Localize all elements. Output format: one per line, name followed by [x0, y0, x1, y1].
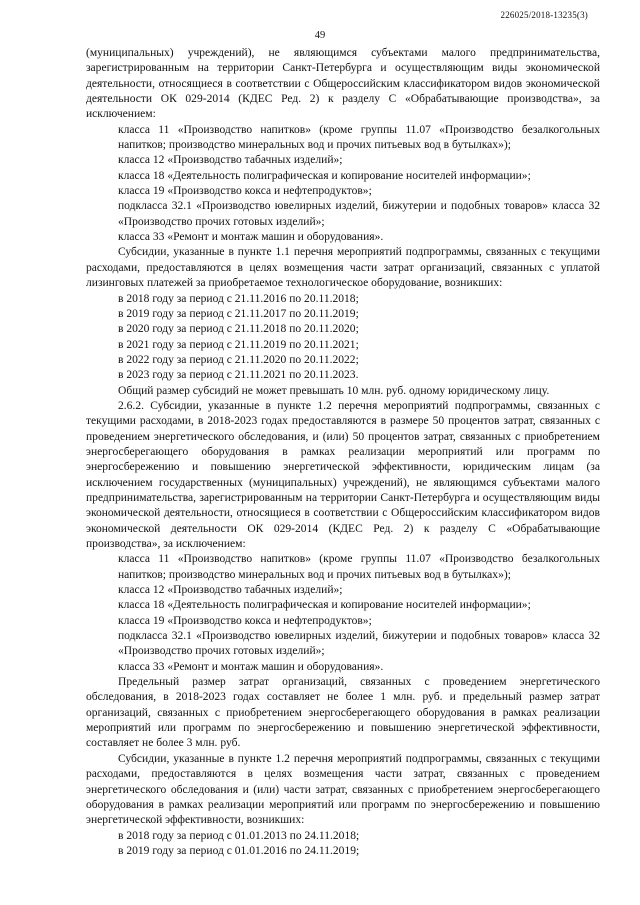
exclusion-item: класса 18 «Деятельность полиграфическая и копирование носителей информации»; — [118, 169, 531, 182]
exclusion-item: класса 33 «Ремонт и монтаж машин и оборудования». — [118, 231, 384, 244]
period-item: в 2019 году за период с 21.11.2017 по 20.11.2019; — [118, 307, 359, 320]
exclusion-item: класса 11 «Производство напитков» (кроме группы 11.07 «Производство безалкогольных напитков; производство минеральных вод и прочих питьевых вод в бутылках»); — [118, 553, 600, 581]
exclusion-item: класса 18 «Деятельность полиграфическая и копирование носителей информации»; — [118, 599, 531, 612]
exclusion-item: класса 19 «Производство кокса и нефтепродуктов»; — [118, 614, 372, 627]
page-number: 49 — [314, 30, 326, 41]
exclusion-item: класса 12 «Производство табачных изделий»; — [118, 154, 343, 167]
paragraph: Общий размер субсидий не может превышать 10 млн. руб. одному юридическому лицу. — [118, 384, 550, 397]
period-item: в 2018 году за период с 21.11.2016 по 20.11.2018; — [118, 292, 359, 305]
exclusion-item: класса 33 «Ремонт и монтаж машин и оборудования». — [118, 660, 384, 673]
exclusion-item: подкласса 32.1 «Производство ювелирных изделий, бижутерии и подобных товаров» класса 32 «Производство прочих готовых изделий»; — [118, 630, 600, 658]
section-2-6-2: 2.6.2. Субсидии, указанные в пункте 1.2 перечня мероприятий подпрограммы, связанных с текущими расходами, в 2018-2023 годах предоставляются в размере 50 процентов затрат, связанных с проведением энергетического обследования, и (или) 50 процентов затрат, связанных с приобретением энергосберегающего оборудования в рамках реализации мероприятий или программ по энергосбережению и повышению энергетической эффективности, юридическим лицам (за исключением государственных (муниципальных) учреждений), не являющимся субъектами малого предпринимательства, зарегистрированным на территории Санкт-Петербурга и осуществляющим виды экономической деятельности, относящиеся в соответствии с Общероссийским классификатором видов экономической деятельности ОК 029-2014 (КДЕС Ред. 2) к разделу С «Обрабатывающие производства», за исключением: — [86, 399, 600, 550]
exclusion-item: класса 19 «Производство кокса и нефтепродуктов»; — [118, 185, 372, 198]
exclusion-item: класса 12 «Производство табачных изделий»; — [118, 584, 343, 597]
paragraph: Субсидии, указанные в пункте 1.1 перечня мероприятий подпрограммы, связанных с текущими расходами, предоставляются в целях возмещения части затрат организаций, связанных с уплатой лизинговых платежей за приобретаемое технологическое оборудование, возникших: — [86, 246, 600, 290]
paragraph: Субсидии, указанные в пункте 1.2 перечня мероприятий подпрограммы, связанных с текущими расходами, предоставляются в целях возмещения части затрат, связанных с проведением энергетического обследования и (или) части затрат, связанных с приобретением энергосберегающего оборудования в рамках реализации мероприятий или программ по энергосбережению и повышению энергетической эффективности, возникших: — [86, 752, 600, 827]
period-item: в 2022 году за период с 21.11.2020 по 20.11.2022; — [118, 353, 359, 366]
period-item: в 2023 году за период с 21.11.2021 по 20.11.2023. — [118, 369, 359, 382]
period-item: в 2019 году за период с 01.01.2016 по 24.11.2019; — [118, 844, 360, 857]
paragraph: Предельный размер затрат организаций, связанных с проведением энергетического обследования, в 2018-2023 годах составляет не более 1 млн. руб. и предельный размер затрат организаций, связанных с приобретением энергосберегающего оборудования в рамках реализации мероприятий или программ по энергосбережению и повышению энергетической эффективности, составляет не более 3 млн. руб. — [86, 676, 600, 750]
document-id: 226025/2018-13235(3) — [500, 10, 588, 20]
period-item: в 2020 году за период с 21.11.2018 по 20.11.2020; — [118, 323, 359, 336]
period-item: в 2021 году за период с 21.11.2019 по 20.11.2021; — [118, 338, 359, 351]
paragraph-continuation: (муниципальных) учреждений), не являющимся субъектами малого предпринимательства, зарегистрированным на территории Санкт-Петербурга и осуществляющим виды экономической деятельности, относящиеся в соответствии с Общероссийским классификатором видов экономической деятельности ОК 029-2014 (КДЕС Ред. 2) к разделу С «Обрабатывающие производства», за исключением: — [86, 47, 600, 121]
period-item: в 2018 году за период с 01.01.2013 по 24.11.2018; — [118, 829, 360, 842]
exclusion-item: класса 11 «Производство напитков» (кроме группы 11.07 «Производство безалкогольных напитков; производство минеральных вод и прочих питьевых вод в бутылках»); — [118, 123, 600, 152]
exclusion-item: подкласса 32.1 «Производство ювелирных изделий, бижутерии и подобных товаров» класса 32 «Производство прочих готовых изделий»; — [118, 200, 600, 228]
document-body — [86, 46, 600, 859]
